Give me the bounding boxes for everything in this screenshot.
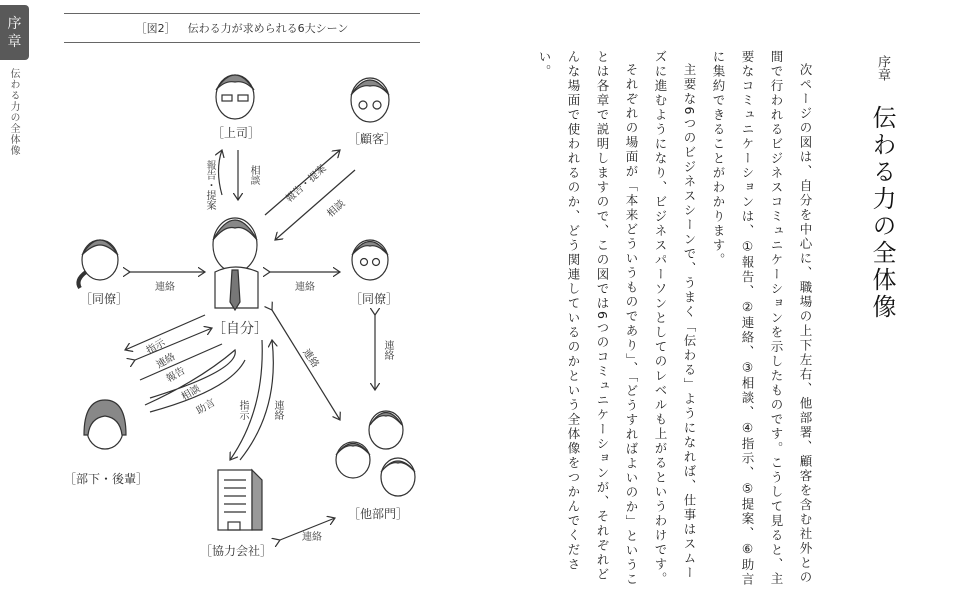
chapter-tab xyxy=(0,5,29,60)
edge-report: 報告 xyxy=(164,365,188,385)
edge-from-customer: 相談 xyxy=(325,198,348,220)
figure-caption: 伝わる力が求められる6大シーン xyxy=(187,22,349,35)
paragraph: 次ページの図は、自分を中心に、職場の上下左右、他部署、顧客を含む社外との間で行われるビジネスコミュニケーションを示したものです。こうして見ると、主要なコミュニケーションは、①報告、②連絡、③相談、④指示、⑤提案、⑥助言に集約できることがわかります。 xyxy=(711,50,813,587)
paragraph: それぞれの場面が「本来どういうものであり」、「どうすればよいのか」ということは各章で説明しますので、この図では6つのコミュニケーションが、それぞれどんな場面で使われるのか、どう関連しているのかという全体像をつかんでください。 xyxy=(537,50,639,587)
chapter-subtitle: 伝わる力の全体像 xyxy=(8,68,19,156)
edge-instruct: 指示 xyxy=(144,337,168,357)
node-boss: ［上司］ xyxy=(212,126,261,140)
edge-advice: 助言 xyxy=(194,397,218,417)
node-partner: ［協力会社］ xyxy=(200,544,273,558)
edge-to-boss: 報告・提案 xyxy=(204,160,215,210)
edge-to-customer: 報告・提案 xyxy=(284,163,329,205)
edge-other-dept: 連絡 xyxy=(300,347,321,370)
customer-face-icon xyxy=(351,78,389,122)
communication-diagram xyxy=(40,50,460,590)
chapter-tab-char: 序 xyxy=(7,15,22,32)
edge-consult: 相談 xyxy=(179,383,203,403)
colleague-left-face-icon xyxy=(78,240,118,288)
other-dept-faces-icon xyxy=(336,411,415,496)
node-self: ［自分］ xyxy=(212,321,268,337)
edge-partner-instruct: 指示 xyxy=(237,400,248,420)
colleague-right-face-icon xyxy=(352,240,388,280)
node-customer: ［顧客］ xyxy=(348,132,397,146)
partner-building-icon xyxy=(218,470,262,530)
self-person-icon xyxy=(213,218,258,310)
text-page xyxy=(537,0,970,600)
figure-title xyxy=(64,13,420,43)
node-colleague-right: ［同僚］ xyxy=(350,292,399,306)
chapter-label: 序章 xyxy=(875,55,890,81)
paragraph: 主要な6つのビジネスシーンで、うまく「伝わる」ようになれば、仕事はスムーズに進むようになり、ビジネスパーソンとしてのレベルも上がるというわけです。 xyxy=(653,50,697,587)
edge-partner-other: 連絡 xyxy=(302,532,322,543)
edge-contact: 連絡 xyxy=(154,351,178,371)
figure-number: ［図2］ xyxy=(135,22,176,35)
node-subordinate: ［部下・後輩］ xyxy=(64,472,149,486)
node-other-dept: ［他部門］ xyxy=(348,507,409,521)
edge-colleague-other: 連絡 xyxy=(382,340,393,360)
edge-colleague-right: 連絡 xyxy=(295,282,315,293)
page-heading: 伝わる力の全体像 xyxy=(868,105,896,321)
boss-face-icon xyxy=(216,75,254,119)
edge-colleague-left: 連絡 xyxy=(155,282,175,293)
body-text xyxy=(530,50,820,590)
chapter-tab-char: 章 xyxy=(7,33,22,50)
edge-from-boss: 相談 xyxy=(248,165,259,185)
node-colleague-left: ［同僚］ xyxy=(80,292,129,306)
edge-partner-contact: 連絡 xyxy=(272,400,283,420)
subordinate-face-icon xyxy=(84,400,126,449)
